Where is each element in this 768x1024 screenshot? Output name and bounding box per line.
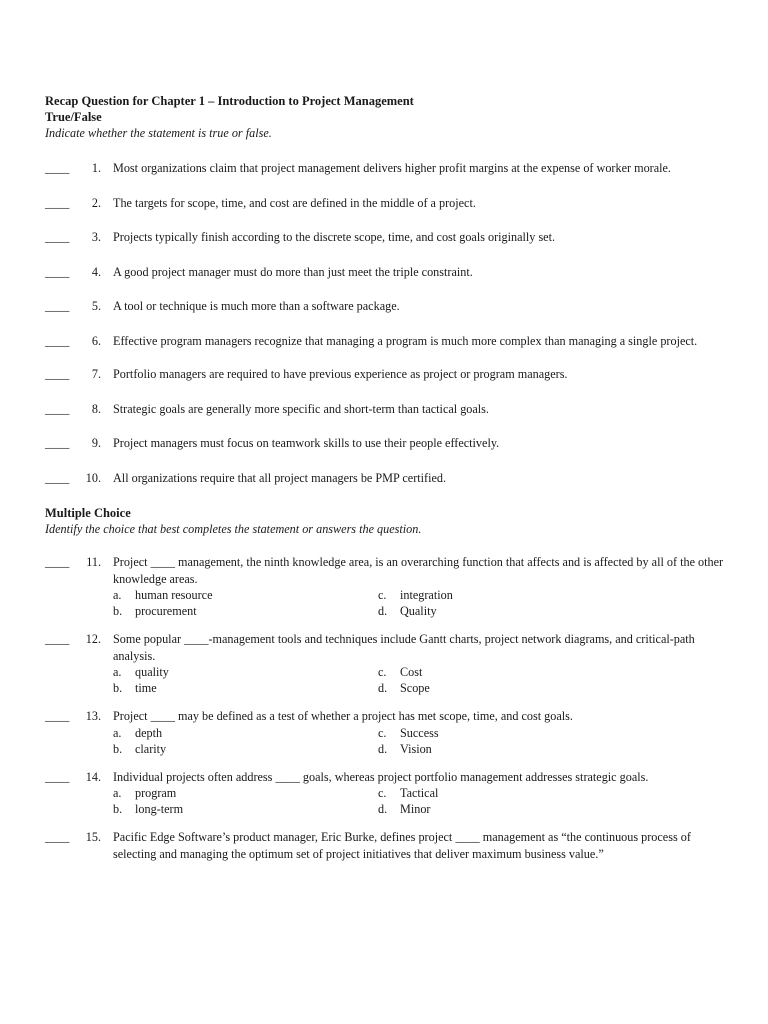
answer-blank[interactable]: ____ [45, 367, 70, 381]
answer-blank[interactable]: ____ [45, 632, 70, 646]
choice-text: Minor [400, 802, 431, 816]
choice-text: Scope [400, 681, 430, 695]
choice-d[interactable] [378, 603, 658, 619]
tf-question [45, 160, 725, 177]
choice-text: integration [400, 588, 453, 602]
question-text: Strategic goals are generally more specific and short-term than tactical goals. [113, 401, 489, 416]
choice-letter: b. [113, 741, 123, 756]
mc-stem [45, 708, 725, 725]
choice-c[interactable] [378, 587, 658, 603]
question-text: Project ____ management, the ninth knowledge area, is an overarching function that affects and is affected by all of the other knowledge areas. [113, 555, 724, 586]
tf-question-list [45, 160, 725, 486]
choice-letter: c. [378, 588, 387, 602]
choice-letter: b. [113, 802, 123, 816]
choice-grid [45, 664, 725, 696]
question-number: 1. [91, 161, 101, 175]
question-number: 5. [91, 299, 101, 313]
mc-instruction: Identify the choice that best completes the statement or answers the question. [45, 522, 422, 536]
question-text: All organizations require that all project managers be PMP certified. [113, 470, 447, 485]
answer-blank[interactable]: ____ [45, 161, 70, 175]
document-title: Recap Question for Chapter 1 – Introduction to Project Management [45, 94, 414, 108]
choice-d[interactable] [378, 741, 658, 757]
choice-letter: a. [113, 665, 122, 679]
question-text: Project managers must focus on teamwork skills to use their people effectively. [113, 436, 500, 450]
mc-question [45, 708, 725, 757]
choice-d[interactable] [378, 801, 658, 817]
tf-question [45, 264, 725, 281]
choice-text: program [135, 786, 177, 800]
question-number: 10. [85, 470, 101, 485]
mc-stem [45, 829, 725, 862]
choice-c[interactable] [378, 664, 658, 680]
mc-question-list [45, 554, 725, 862]
question-number: 14. [85, 769, 101, 784]
tf-question [45, 298, 725, 315]
tf-question [45, 470, 725, 487]
choice-b[interactable] [113, 603, 378, 619]
choice-text: Quality [400, 604, 437, 618]
choice-letter: d. [378, 802, 388, 816]
question-number: 3. [91, 230, 101, 244]
tf-question [45, 366, 725, 383]
question-number: 7. [91, 367, 101, 381]
choice-a[interactable] [113, 725, 378, 741]
answer-blank[interactable]: ____ [45, 299, 70, 313]
choice-text: Tactical [400, 786, 439, 800]
question-number: 11. [86, 555, 101, 569]
choice-text: long-term [135, 802, 184, 816]
choice-text: human resource [135, 588, 213, 602]
quiz-document [45, 93, 725, 862]
answer-blank[interactable]: ____ [45, 195, 70, 210]
question-number: 15. [85, 830, 101, 844]
mc-section-heading: Multiple Choice [45, 506, 131, 520]
tf-question [45, 401, 725, 418]
choice-letter: d. [378, 741, 388, 756]
question-text: A good project manager must do more than just meet the triple constraint. [113, 264, 473, 279]
choice-a[interactable] [113, 664, 378, 680]
choice-text: clarity [135, 741, 167, 756]
answer-blank[interactable]: ____ [45, 333, 70, 348]
choice-letter: d. [378, 681, 388, 695]
answer-blank[interactable]: ____ [45, 436, 70, 450]
question-number: 6. [91, 333, 101, 348]
choice-letter: a. [113, 588, 122, 602]
mc-question [45, 631, 725, 696]
tf-instruction: Indicate whether the statement is true or false. [45, 126, 272, 140]
choice-b[interactable] [113, 741, 378, 757]
choice-grid [45, 587, 725, 619]
question-text: Most organizations claim that project management delivers higher profit margins at the expense of worker morale. [113, 161, 671, 175]
mc-question [45, 554, 725, 619]
choice-b[interactable] [113, 680, 378, 696]
mc-question [45, 829, 725, 862]
question-text: Pacific Edge Software’s product manager, Eric Burke, defines project ____ management as “the continuous process of selecting and managing the optimum set of project initiatives that deliver maximum business value.” [113, 830, 691, 861]
answer-blank[interactable]: ____ [45, 470, 70, 485]
question-number: 4. [91, 264, 101, 279]
tf-question [45, 435, 725, 452]
choice-text: time [135, 681, 157, 695]
answer-blank[interactable]: ____ [45, 230, 70, 244]
answer-blank[interactable]: ____ [45, 401, 70, 416]
choice-text: Cost [400, 665, 423, 679]
question-text: Project ____ may be defined as a test of whether a project has met scope, time, and cost goals. [113, 709, 573, 723]
answer-blank[interactable]: ____ [45, 555, 70, 569]
question-number: 8. [91, 401, 101, 416]
question-text: Individual projects often address ____ goals, whereas project portfolio management addresses strategic goals. [113, 769, 649, 784]
choice-letter: b. [113, 681, 123, 695]
question-number: 9. [91, 436, 101, 450]
question-number: 12. [85, 632, 101, 646]
mc-question [45, 769, 725, 818]
tf-section-heading: True/False [45, 110, 102, 124]
answer-blank[interactable]: ____ [45, 769, 70, 784]
choice-letter: c. [378, 725, 387, 740]
choice-a[interactable] [113, 587, 378, 603]
question-text: A tool or technique is much more than a software package. [113, 299, 400, 313]
choice-text: Vision [400, 741, 432, 756]
tf-question [45, 229, 725, 246]
tf-question [45, 195, 725, 212]
question-text: Some popular ____-management tools and techniques include Gantt charts, project network diagrams, and critical-path analysis. [113, 632, 695, 663]
choice-letter: a. [113, 786, 122, 800]
answer-blank[interactable]: ____ [45, 830, 70, 844]
question-number: 2. [91, 195, 101, 210]
question-text: Effective program managers recognize that managing a program is much more complex than managing a single project. [113, 333, 698, 348]
choice-letter: b. [113, 604, 123, 618]
choice-c[interactable] [378, 785, 658, 801]
choice-letter: c. [378, 665, 387, 679]
answer-blank[interactable]: ____ [45, 264, 70, 279]
choice-b[interactable] [113, 801, 378, 817]
tf-question [45, 333, 725, 350]
mc-stem [45, 554, 725, 587]
choice-text: quality [135, 665, 169, 679]
answer-blank[interactable]: ____ [45, 709, 70, 723]
question-number: 13. [85, 709, 101, 723]
choice-grid [45, 725, 725, 757]
choice-letter: d. [378, 604, 388, 618]
mc-stem [45, 631, 725, 664]
choice-text: depth [135, 725, 163, 740]
question-text: The targets for scope, time, and cost are defined in the middle of a project. [113, 195, 476, 210]
choice-a[interactable] [113, 785, 378, 801]
question-text: Portfolio managers are required to have previous experience as project or program managers. [113, 367, 568, 381]
choice-letter: c. [378, 786, 387, 800]
question-text: Projects typically finish according to the discrete scope, time, and cost goals originally set. [113, 230, 556, 244]
choice-letter: a. [113, 725, 122, 740]
choice-text: Success [400, 725, 439, 740]
choice-grid [45, 785, 725, 817]
mc-stem [45, 769, 725, 786]
choice-text: procurement [135, 604, 197, 618]
choice-d[interactable] [378, 680, 658, 696]
choice-c[interactable] [378, 725, 658, 741]
